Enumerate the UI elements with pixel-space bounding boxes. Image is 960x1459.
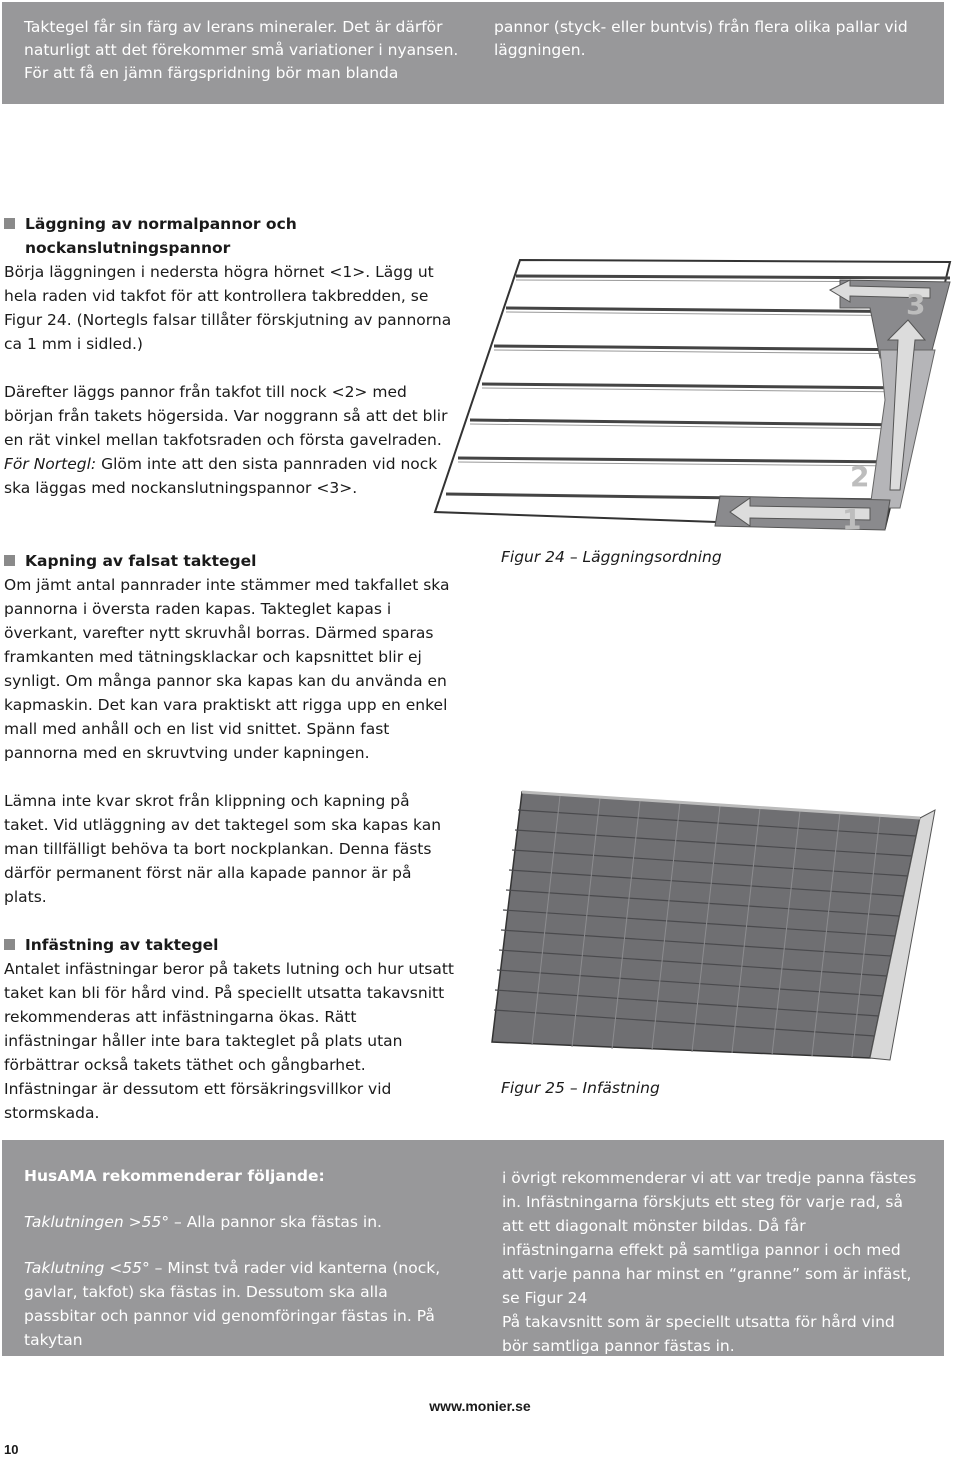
section-heading-cutting: Kapning av falsat taktegel	[4, 549, 454, 573]
paragraph: Lämna inte kvar skrot från klippning och kapning på taket. Vid utläggning av det taktegel som ska kapas kan man tillfälligt behöva ta bort nockplankan. Denna fästs därför permanent först när alla kapade pannor är på plats.	[4, 792, 442, 906]
section-cutting	[4, 549, 454, 909]
paragraph: Om jämt antal pannrader inte stämmer med takfallet ska pannorna i översta raden kapas. Takteglet kapas i överkant, varefter nytt skruvhål borras. Därmed sparas framkanten med tätningsklackar och kapsnittet blir ej synligt. Om många pannor ska kapas kan du använda en kapmaskin. Det kan vara praktiskt att rigga upp en enkel mall med anhåll och en list vid snittet. Spänn fast pannorna med en skruvtving under kapningen.	[4, 576, 450, 762]
recommendation-heading: HusAMA rekommenderar följande:	[24, 1167, 325, 1185]
paragraph: För Nortegl: Glöm inte att den sista pannraden vid nock ska läggas med nockanslutningspannor <3>.	[4, 455, 438, 497]
figure-24-laying-order	[430, 250, 960, 540]
section-heading-fastening: Infästning av taktegel	[4, 933, 454, 957]
figure-25-fastening	[490, 790, 960, 1080]
square-bullet-icon	[4, 218, 15, 229]
section-laying	[4, 212, 454, 500]
recommendation-item: Taklutningen >55° – Alla pannor ska fästas in.	[24, 1213, 382, 1231]
recommendation-left	[24, 1164, 454, 1352]
paragraph: i övrigt rekommenderar vi att var tredje panna fästes in. Infästningarna förskjuts ett steg för varje rad, så att ett diagonalt mönster bildas. Då får infästningarna effekt på samtliga pannor i och med att varje panna har minst en “granne” som är infäst, se Figur 24	[502, 1169, 917, 1307]
section-heading-laying: Läggning av normalpannor och nockanslutningspannor	[4, 212, 454, 260]
recommendation-item: Taklutning <55° – Minst två rader vid kanterna (nock, gavlar, takfot) ska fästas in. Dessutom ska alla passbitar och pannor vid genomföringar fästas in. På takytan	[24, 1259, 441, 1349]
label-3: 3	[906, 288, 926, 321]
paragraph: På takavsnitt som är speciellt utsatta för hård vind bör samtliga pannor fästas in.	[502, 1313, 895, 1355]
intro-text-left: Taktegel får sin färg av lerans mineraler. Det är därför naturligt att det förekommer små variationer i nyansen. För att få en jämn färgspridning bör man blanda	[24, 18, 459, 82]
section-fastening	[4, 933, 454, 1125]
website-link[interactable]: www.monier.se	[429, 1398, 531, 1414]
paragraph: Därefter läggs pannor från takfot till nock <2> med början från takets högersida. Var noggrann så att det blir en rät vinkel mellan takfotsraden och första gavelraden.	[4, 383, 448, 449]
intro-text-right: pannor (styck- eller buntvis) från flera olika pallar vid läggningen.	[494, 18, 908, 59]
label-1: 1	[842, 503, 862, 536]
square-bullet-icon	[4, 939, 15, 950]
paragraph: Antalet infästningar beror på takets lutning och hur utsatt taket kan bli för hård vind. På speciellt utsatta takavsnitt rekommenderas att infästningarna ökas. Rätt infästningar håller inte bara takteglet på plats utan förbättrar också takets täthet och gångbarhet. Infästningar är dessutom ett försäkringsvillkor vid stormskada.	[4, 960, 455, 1122]
paragraph: Börja läggningen i nedersta högra hörnet <1>. Lägg ut hela raden vid takfot för att kontrollera takbredden, se Figur 24. (Nortegls falsar tillåter förskjutning av pannorna ca 1 mm i sidled.)	[4, 263, 452, 353]
figure-24-caption: Figur 24 – Läggningsordning	[501, 548, 722, 566]
page-number: 10	[4, 1442, 19, 1457]
intro-box	[2, 2, 944, 104]
figure-25-caption: Figur 25 – Infästning	[501, 1079, 660, 1097]
recommendation-right	[502, 1166, 922, 1358]
label-2: 2	[850, 460, 870, 493]
recommendation-box	[2, 1140, 944, 1356]
square-bullet-icon	[4, 555, 15, 566]
